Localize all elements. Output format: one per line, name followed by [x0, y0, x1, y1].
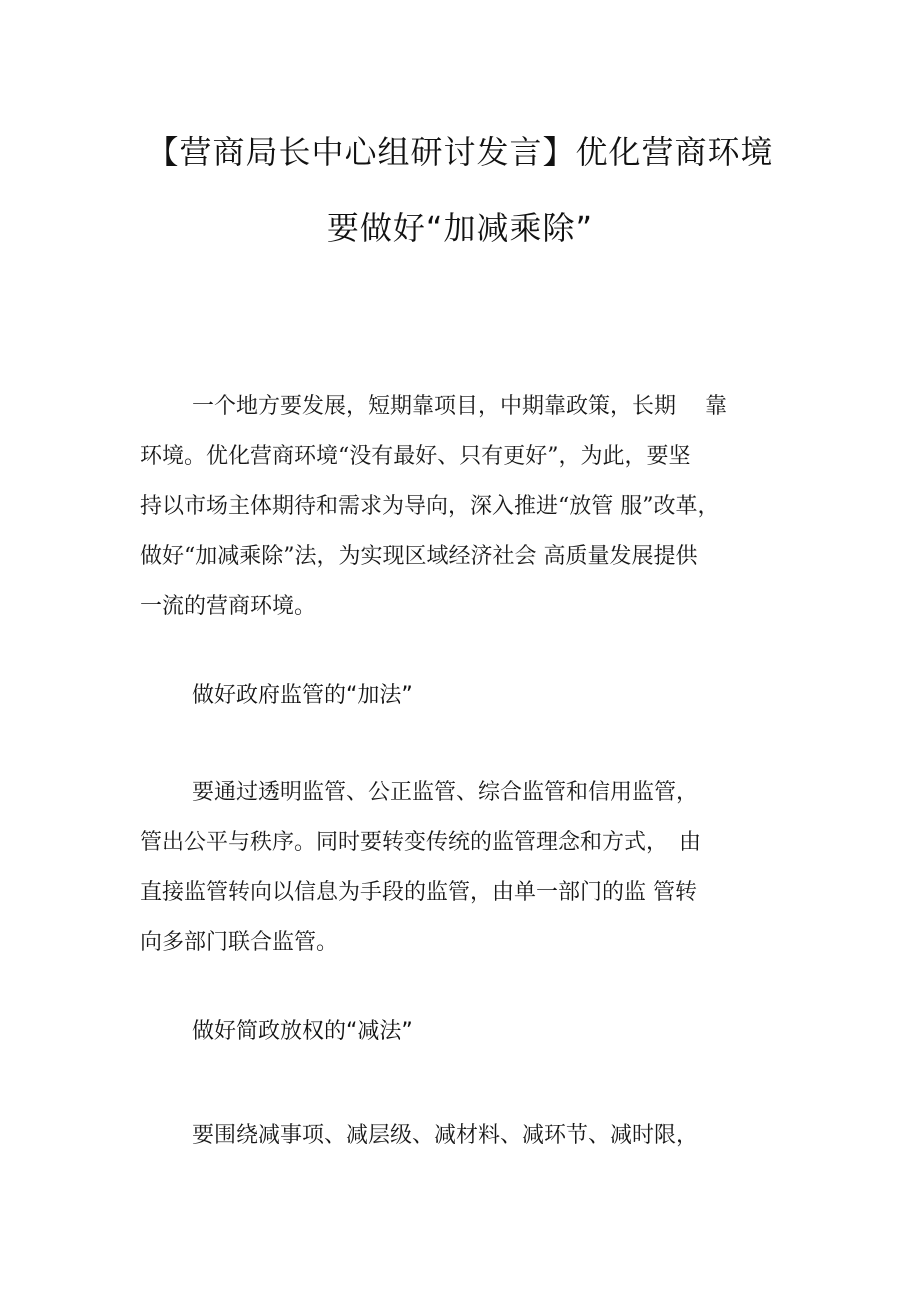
section-heading-addition: 做好政府监管的“加法” [192, 683, 413, 708]
paragraph-line: 管出公平与秩序。同时要转变传统的监管理念和方式， 由 [140, 830, 702, 855]
paragraph-line: 要通过透明监管、公正监管、综合监管和信用监管， [192, 780, 699, 805]
paragraph-line: 一流的营商环境。 [140, 594, 317, 619]
paragraph-supervision [140, 768, 790, 968]
paragraph-line: 持以市场主体期待和需求为导向，深入推进“放管 服”改革， [140, 494, 720, 519]
document-title-line-2: 要做好“加减乘除” [326, 209, 594, 247]
section-heading-subtraction: 做好简政放权的“减法” [192, 1019, 413, 1044]
paragraph-line: 要围绕减事项、减层级、减材料、减环节、减时限， [192, 1123, 699, 1148]
paragraph-line: 做好“加减乘除”法，为实现区域经济社会 高质量发展提供 [140, 544, 698, 569]
paragraph-line: 一个地方要发展，短期靠项目，中期靠政策，长期 靠 [192, 394, 727, 419]
paragraph-streamlining [140, 1111, 790, 1161]
paragraph-line: 环境。优化营商环境“没有最好、只有更好”，为此，要坚 [140, 444, 691, 469]
document-title-line-1: 【营商局长中心组研讨发言】优化营商环境 [146, 133, 774, 171]
paragraph-line: 向多部门联合监管。 [140, 930, 339, 955]
paragraph-intro [140, 382, 790, 632]
paragraph-line: 直接监管转向以信息为手段的监管，由单一部门的监 管转 [140, 880, 697, 905]
